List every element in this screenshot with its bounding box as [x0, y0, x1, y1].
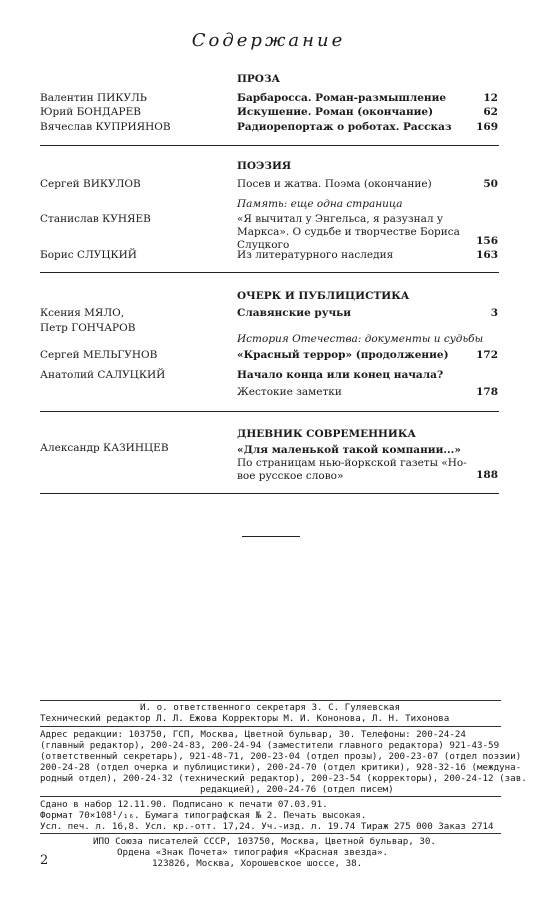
page-number: 3	[490, 307, 498, 319]
section-divider	[40, 272, 499, 273]
page-title: Содержание	[191, 30, 346, 51]
rubric: Память: еще одна страница	[237, 198, 403, 210]
author: Станислав КУНЯЕВ	[40, 213, 151, 225]
work-title: Радиорепортаж о роботах. Рассказ	[237, 121, 452, 133]
author: Анатолий САЛУЦКИЙ	[40, 369, 166, 381]
work-title: Посев и жатва. Поэма (окончание)	[237, 178, 432, 190]
imprint-rule	[40, 726, 501, 727]
page-number: 62	[483, 106, 498, 118]
imprint-secretary: И. о. ответственного секретаря З. С. Гуляевская	[140, 702, 400, 713]
work-title: Искушение. Роман (окончание)	[237, 106, 434, 118]
author: Сергей ВИКУЛОВ	[40, 178, 141, 190]
page-number: 169	[476, 121, 498, 133]
section-title-prose: ПРОЗА	[237, 73, 281, 85]
work-title: «Для маленькой такой компании...»	[237, 444, 461, 456]
work-title: Из литературного наследия	[237, 249, 394, 261]
imprint-address-line: 200-24-28 (отдел очерка и публицистики), 200-24-70 (отдел критики), 928-32-16 (междуна-	[40, 762, 522, 773]
author: Ксения МЯЛО,	[40, 307, 125, 319]
page-number: 188	[476, 469, 498, 481]
imprint-rule	[40, 796, 501, 797]
work-title-line: Маркса». О судьбе и творчестве Бориса	[237, 226, 460, 238]
work-subtitle-line: вое русское слово»	[237, 470, 344, 482]
imprint-address-line: (ответственный секретарь), 921-48-71, 200-23-04 (отдел прозы), 200-23-07 (отдел поэзии)	[40, 751, 522, 762]
section-title-diary: ДНЕВНИК СОВРЕМЕННИКА	[237, 428, 416, 440]
imprint-address-line: (главный редактор), 200-24-83, 200-24-94 (заместители главного редактора) 921-43-59	[40, 740, 500, 751]
imprint-publisher-line: 123826, Москва, Хорошевское шоссе, 38.	[152, 858, 363, 869]
rubric: История Отечества: документы и судьбы	[237, 333, 484, 345]
imprint-address-line: родный отдел), 200-24-32 (технический редактор), 200-23-54 (корректоры), 200-24-12 (зав.	[40, 773, 527, 784]
section-divider	[40, 145, 499, 146]
page-number: 12	[483, 92, 498, 104]
page-number: 172	[476, 349, 498, 361]
author: Вячеслав КУПРИЯНОВ	[40, 121, 171, 133]
section-title-poetry: ПОЭЗИЯ	[237, 160, 292, 172]
imprint-publisher-line: ИПО Союза писателей СССР, 103750, Москва, Цветной бульвар, 30.	[93, 836, 436, 847]
author: Александр КАЗИНЦЕВ	[40, 442, 169, 454]
imprint-rule	[40, 833, 501, 834]
page-number: 163	[476, 249, 498, 261]
page-number: 156	[476, 235, 498, 247]
imprint-print-line: Сдано в набор 12.11.90. Подписано к печати 07.03.91.	[40, 799, 328, 810]
work-subtitle: Жестокие заметки	[237, 386, 342, 398]
imprint-print-line: Формат 70×108¹/₁₆. Бумага типографская № 2. Печать высокая.	[40, 810, 367, 821]
author: Валентин ПИКУЛЬ	[40, 92, 147, 104]
author: Сергей МЕЛЬГУНОВ	[40, 349, 158, 361]
section-divider	[40, 411, 499, 412]
end-divider	[242, 536, 300, 537]
author: Петр ГОНЧАРОВ	[40, 322, 136, 334]
imprint-print-line: Усл. печ. л. 16,8. Усл. кр.-отт. 17,24. Уч.-изд. л. 19.74 Тираж 275 000 Заказ 2714	[40, 821, 494, 832]
work-title-line: Слуцкого	[237, 239, 290, 251]
page-number-footer: 2	[40, 853, 49, 868]
author: Юрий БОНДАРЕВ	[40, 106, 142, 118]
work-title: Славянские ручьи	[237, 307, 352, 319]
work-title-line: «Я вычитал у Энгельса, я разузнал у	[237, 213, 444, 225]
section-divider	[40, 493, 499, 494]
page-number: 50	[483, 178, 498, 190]
work-subtitle-line: По страницам нью-йоркской газеты «Но-	[237, 457, 467, 469]
imprint-address-line: редакцией), 200-24-76 (отдел писем)	[200, 784, 394, 795]
imprint-editors: Технический редактор Л. Л. Ежова Корректоры М. И. Кононова, Л. Н. Тихонова	[40, 713, 450, 724]
imprint-publisher-line: Ордена «Знак Почета» типография «Красная звезда».	[117, 847, 389, 858]
work-title: Начало конца или конец начала?	[237, 369, 444, 381]
section-title-essay: ОЧЕРК И ПУБЛИЦИСТИКА	[237, 290, 410, 302]
imprint-top-rule	[40, 700, 501, 701]
author: Борис СЛУЦКИЙ	[40, 249, 137, 261]
imprint-address-line: Адрес редакции: 103750, ГСП, Москва, Цветной бульвар, 30. Телефоны: 200-24-24	[40, 729, 466, 740]
work-title: «Красный террор» (продолжение)	[237, 349, 449, 361]
work-title: Барбаросса. Роман-размышление	[237, 92, 447, 104]
page-number: 178	[476, 386, 498, 398]
